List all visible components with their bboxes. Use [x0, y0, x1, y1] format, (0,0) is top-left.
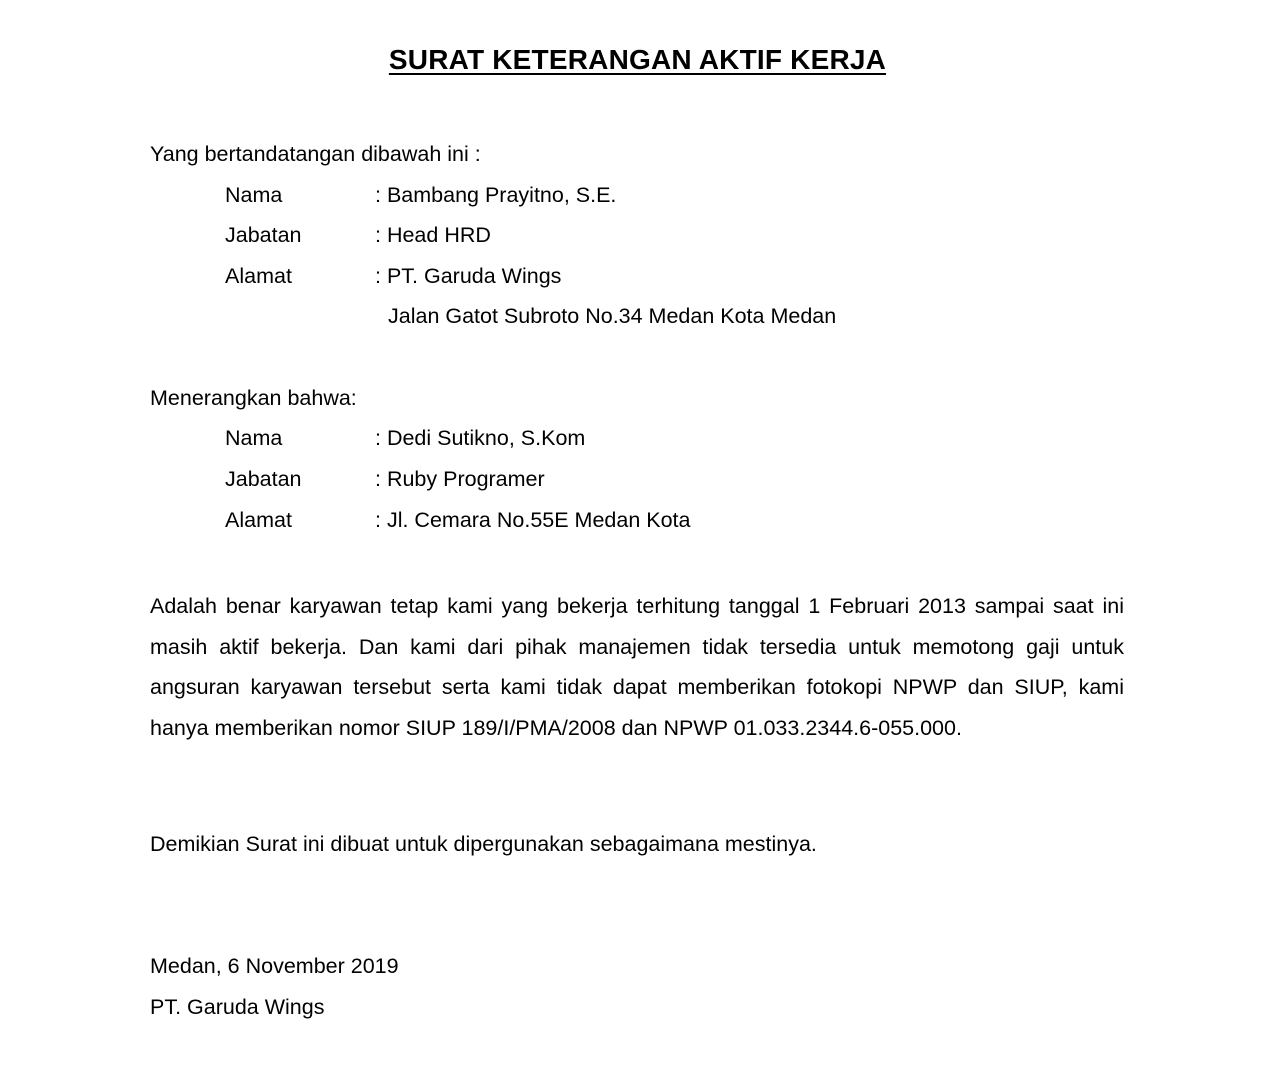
employee-position-value: : Ruby Programer [375, 467, 545, 491]
employee-intro: Menerangkan bahwa: [150, 386, 357, 410]
body-paragraph: Adalah benar karyawan tetap kami yang bekerja terhitung tanggal 1 Februari 2013 sampai saat ini masih aktif bekerja. Dan kami dari pihak manajemen tidak tersedia untuk memotong gaji untuk angsuran karyawan tersebut serta kami tidak dapat memberikan fotokopi NPWP dan SIUP, kami hanya memberikan nomor SIUP 189/I/PMA/2008 dan NPWP 01.033.2344.6-055.000. [150, 594, 1124, 740]
letter-title: SURAT KETERANGAN AKTIF KERJA [388, 44, 887, 75]
company-name: PT. Garuda Wings [150, 995, 325, 1019]
employee-address-value: : Jl. Cemara No.55E Medan Kota [375, 508, 691, 532]
employee-name-label: Nama [225, 426, 283, 450]
signer-position-label: Jabatan [225, 223, 302, 247]
signer-name-label: Nama [225, 183, 283, 207]
employee-name-value: : Dedi Sutikno, S.Kom [375, 426, 586, 450]
signer-address-line-2: Jalan Gatot Subroto No.34 Medan Kota Medan [388, 304, 837, 328]
signer-address-label: Alamat [225, 264, 292, 288]
place-date: Medan, 6 November 2019 [150, 954, 399, 978]
employee-address-label: Alamat [225, 508, 292, 532]
closing-statement: Demikian Surat ini dibuat untuk dipergunakan sebagaimana mestinya. [150, 832, 817, 856]
signer-name-value: : Bambang Prayitno, S.E. [375, 183, 617, 207]
signer-address-value: : PT. Garuda Wings [375, 264, 562, 288]
signer-intro: Yang bertandatangan dibawah ini : [150, 142, 481, 166]
employee-position-label: Jabatan [225, 467, 302, 491]
signer-position-value: : Head HRD [375, 223, 491, 247]
